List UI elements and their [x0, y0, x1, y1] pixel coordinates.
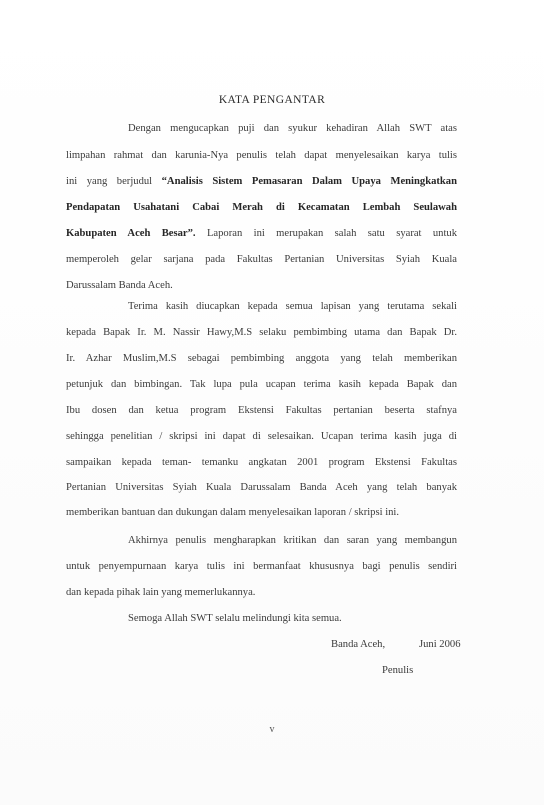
paragraph-1-line-6: memperoleh gelar sarjana pada Fakultas Pertanian Universitas Syiah Kuala — [66, 254, 457, 265]
paragraph-4-line-1: Semoga Allah SWT selalu melindungi kita semua. — [128, 613, 342, 624]
page-number: v — [269, 724, 275, 735]
paragraph-2-line-2: kepada Bapak Ir. M. Nassir Hawy,M.S selaku pembimbing utama dan Bapak Dr. — [66, 327, 457, 338]
paragraph-1-line-4 — [66, 202, 457, 218]
paragraph-2-line-5: Ibu dosen dan ketua program Ekstensi Fakultas pertanian beserta stafnya — [66, 405, 457, 416]
paragraph-2-line-7: sampaikan kepada teman- temanku angkatan 2001 program Ekstensi Fakultas — [66, 457, 457, 468]
paragraph-2-line-9: memberikan bantuan dan dukungan dalam menyelesaikan laporan / skripsi ini. — [66, 507, 400, 518]
paragraph-3-line-2: untuk penyempurnaan karya tulis ini bermanfaat khususnya bagi penulis sendiri — [66, 561, 457, 572]
paragraph-1-line-7: Darussalam Banda Aceh. — [66, 280, 173, 291]
signature-author: Penulis — [382, 665, 414, 676]
thesis-title-part-1: “Analisis Sistem Pemasaran Dalam Upaya Meningkatkan — [161, 176, 457, 187]
paragraph-1-line-1: Dengan mengucapkan puji dan syukur kehadiran Allah SWT atas — [128, 123, 457, 134]
paragraph-3-line-3: dan kepada pihak lain yang memerlukannya. — [66, 587, 256, 598]
page-title: KATA PENGANTAR — [218, 94, 326, 106]
paragraph-1-line-5 — [66, 228, 457, 244]
paragraph-2-line-6: sehingga penelitian / skripsi ini dapat di selesaikan. Ucapan terima kasih juga di — [66, 431, 457, 442]
paragraph-2-line-1: Terima kasih diucapkan kepada semua lapisan yang terutama sekali — [128, 301, 457, 312]
paragraph-2-line-8: Pertanian Universitas Syiah Kuala Darussalam Banda Aceh yang telah banyak — [66, 482, 457, 493]
text-run: Laporan ini merupakan salah satu syarat untuk — [195, 228, 457, 239]
paragraph-2-line-3: Ir. Azhar Muslim,M.S sebagai pembimbing anggota yang telah memberikan — [66, 353, 457, 364]
text-run: ini yang berjudul — [66, 176, 162, 187]
signature-date: Juni 2006 — [419, 639, 461, 650]
paragraph-3-line-1: Akhirnya penulis mengharapkan kritikan dan saran yang membangun — [128, 535, 457, 546]
paragraph-2-line-4: petunjuk dan bimbingan. Tak lupa pula ucapan terima kasih kepada Bapak dan — [66, 379, 457, 390]
signature-place: Banda Aceh, — [331, 639, 386, 650]
thesis-title-part-2: Pendapatan Usahatani Cabai Merah di Kecamatan Lembah Seulawah — [66, 202, 457, 213]
paragraph-1-line-2: limpahan rahmat dan karunia-Nya penulis telah dapat menyelesaikan karya tulis — [66, 150, 457, 161]
thesis-title-part-3: Kabupaten Aceh Besar”. — [66, 228, 196, 239]
paragraph-1-line-3 — [66, 176, 457, 192]
